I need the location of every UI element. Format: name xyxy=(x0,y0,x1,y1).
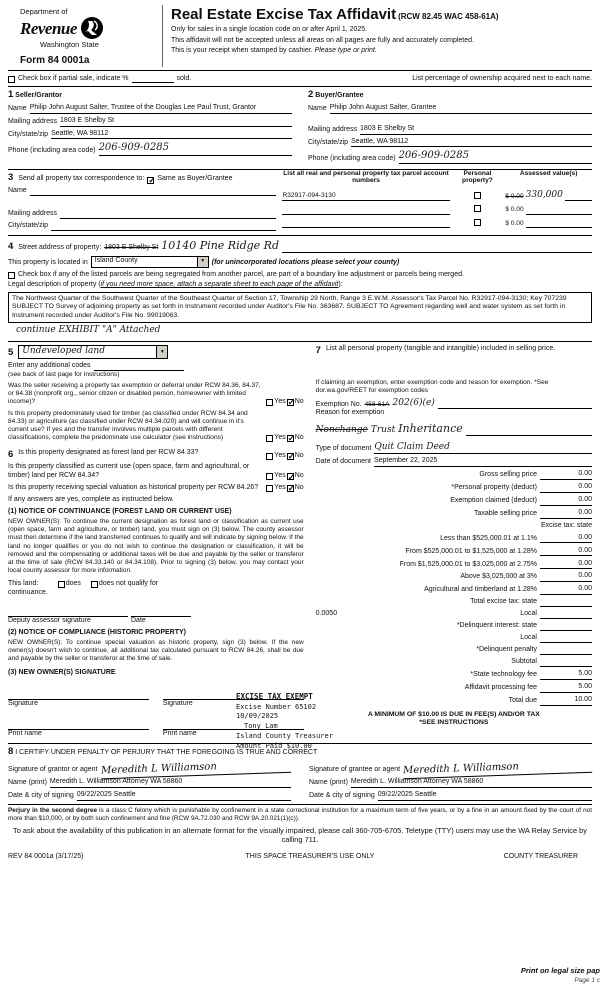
agency-logo-block xyxy=(8,5,156,67)
grantee-date-city-label: Date & city of signing xyxy=(309,791,375,799)
stamp-amount-paid: Amount Paid $10.00 xyxy=(236,741,312,750)
see-instructions-note: *SEE INSTRUCTIONS xyxy=(419,719,489,727)
stamp-exempt-line: EXCISE TAX EXEMPT xyxy=(236,692,313,701)
tax-correspondence-block xyxy=(8,170,282,231)
correspondence-label: Send all property tax correspondence to: xyxy=(18,175,145,182)
assessed-value-printed: $ 0.00 xyxy=(505,192,524,200)
delinquent-interest-local-value[interactable] xyxy=(540,635,592,643)
parcel-number-input[interactable]: R32917-094-3130 xyxy=(282,192,449,201)
grantee-print-name-label: Name (print) xyxy=(309,779,348,787)
certify-statement: I CERTIFY UNDER PENALTY OF PERJURY THAT THE FOREGOING IS TRUE AND CORRECT xyxy=(15,748,318,756)
header xyxy=(8,5,592,67)
legal-description-label-post: ): xyxy=(338,281,343,289)
agency-state-text: Washington State xyxy=(40,40,99,50)
historic-property-question: Is this property receiving special valuation as historical property per RCW 84.26? xyxy=(8,483,259,491)
seller-mailing-input[interactable]: 1803 E Shelby St xyxy=(60,117,292,127)
agency-name: Revenue xyxy=(20,18,77,38)
reason-for-exemption-label: Reason for exemption xyxy=(315,409,385,417)
header-note-3-italic: Please type or print. xyxy=(314,46,377,54)
partial-sale-label: Check box if partial sale, indicate % xyxy=(18,74,129,82)
grantee-date-city-input[interactable]: 09/22/2025 Seattle xyxy=(378,791,592,801)
chevron-down-icon[interactable]: ▼ xyxy=(197,257,208,267)
reason-input[interactable]: Inheritance xyxy=(398,422,463,436)
yes-checkbox[interactable] xyxy=(266,473,273,480)
tax-row-label: *Delinquent interest: state xyxy=(456,622,537,630)
deputy-date-input[interactable] xyxy=(131,608,191,617)
located-in-label: This property is located in xyxy=(8,258,88,266)
tier1-tax-value[interactable]: 0.00 xyxy=(540,534,592,544)
grantor-signature-input[interactable]: Meredith L Williamson xyxy=(100,758,291,778)
correspondence-mailing-label: Mailing address xyxy=(8,210,58,217)
classification-and-tax-section xyxy=(8,342,592,744)
county-select[interactable] xyxy=(91,256,209,268)
grantee-signature-input[interactable]: Meredith L Williamson xyxy=(403,758,592,778)
gross-selling-price-value[interactable]: 0.00 xyxy=(540,470,592,480)
grantee-certification xyxy=(309,759,592,801)
assessed-value-printed: $ 0.00 xyxy=(505,206,524,214)
no-label: No xyxy=(294,451,304,459)
no-label: No xyxy=(294,483,304,491)
chevron-down-icon[interactable]: ▼ xyxy=(156,346,167,358)
state-technology-fee-value[interactable]: 5.00 xyxy=(540,670,592,680)
yes-checkbox[interactable] xyxy=(266,453,273,460)
parcel-row xyxy=(282,205,592,214)
grantor-print-name-label: Name (print) xyxy=(8,779,47,787)
correspondence-and-parcels-section xyxy=(8,170,592,236)
assessed-value-input[interactable]: 330,000 xyxy=(525,189,563,200)
agricultural-tax-value[interactable]: 0.00 xyxy=(540,585,592,595)
seller-mailing-label: Mailing address xyxy=(8,117,58,125)
personal-property-intro: List all personal property (tangible and intangible) included in selling price. xyxy=(325,344,556,352)
reason-struck-value: Nonchange xyxy=(315,424,368,435)
parcel-table xyxy=(282,170,592,231)
page-number: Page 1 c xyxy=(574,977,600,985)
exemption-claimed-value[interactable]: 0.00 xyxy=(540,496,592,506)
form-number: Form 84 0001a xyxy=(20,54,90,66)
document-type-label: Type of document xyxy=(315,445,372,453)
parcel-number-input[interactable] xyxy=(282,206,449,215)
section-6-number: 6 xyxy=(8,448,14,460)
street-address-input[interactable]: 10140 Pine Ridge Rd xyxy=(161,238,279,252)
buyer-phone-label: Phone (including area code) xyxy=(308,155,396,163)
additional-codes-label: Enter any additional codes xyxy=(8,361,91,369)
segregated-label: Check box if any of the listed parcels are being segregated from another parcel, are part of a boundary line adjustment or parcels being merged. xyxy=(18,270,464,278)
section-3-number: 3 xyxy=(8,171,14,183)
section-5-number: 5 xyxy=(8,346,14,358)
street-address-label: Street address of property: xyxy=(18,243,102,251)
tax-row-label: Subtotal xyxy=(511,658,537,666)
exemption-code-printed: 458-61A xyxy=(364,401,390,409)
does-checkbox[interactable] xyxy=(58,581,65,588)
document-type-input[interactable]: Quit Claim Deed xyxy=(374,442,592,454)
notice-continuance-title: (1) NOTICE OF CONTINUANCE (FOREST LAND OR CURRENT USE) xyxy=(8,508,232,516)
does-label: does xyxy=(65,580,81,588)
exemption-no-label: Exemption No. xyxy=(315,400,362,408)
tax-row-label: Less than $525,000.01 at 1.1% xyxy=(440,534,537,542)
correspondence-mailing-input[interactable] xyxy=(60,210,276,219)
stamp-treasurer-name: Tony Lam xyxy=(244,722,278,731)
land-use-select[interactable] xyxy=(18,345,168,359)
exemption-note: If claiming an exemption, enter exemption code and reason for exemption. *See dor.wa.gov/REET for exemption codes xyxy=(315,378,549,394)
correspondence-city-input[interactable] xyxy=(51,222,276,231)
answers-yes-note: If any answers are yes, complete as instructed below. xyxy=(8,495,174,503)
buyer-name-label: Name xyxy=(308,105,327,113)
signature-label: Signature xyxy=(162,700,193,708)
yes-label: Yes xyxy=(274,483,286,491)
codes-instructions-note: (see back of last page for instructions) xyxy=(8,370,120,378)
assessed-value-input[interactable] xyxy=(526,219,592,228)
certification-section xyxy=(8,741,592,805)
footer-row xyxy=(8,853,592,862)
does-not-label: does not qualify for xyxy=(98,580,159,588)
notice-compliance-title: (2) NOTICE OF COMPLIANCE (HISTORIC PROPERTY) xyxy=(8,629,186,637)
seller-title: Seller/Grantor xyxy=(15,92,62,100)
notice-continuance-text: NEW OWNER(S): To continue the current designation as forest land or classification as current use (open space, farm and agriculture, or timber) land, you must sign on (3) below. The county assessor must then determine if the land transferred continues to qualify and will indicate by signing below. If the land no longer qualifies or you do not wish to continue the designation or classification, it will be removed and the compensating or additional taxes will be due and payable by the seller or transferor at the time of sale (RCW 84.33.140 or 84.34.108). Prior to signing (3) below, you may contact your local county assessor for more information. xyxy=(8,518,304,574)
notice-compliance-text: NEW OWNER(S): To continue special valuation as historic property, sign (3) below. If the new owner(s) doesn't wish to continue, all additional tax calculated pursuant to RCW 84.26, shall be due and payable by the seller or transferor at the time of sale. xyxy=(8,639,304,663)
excise-tax-state-heading: Excise tax: state xyxy=(541,521,592,529)
buyer-section xyxy=(300,87,592,169)
treasurer-space-label: THIS SPACE TREASURER'S USE ONLY xyxy=(245,853,375,861)
delinquent-interest-state-value[interactable] xyxy=(540,623,592,631)
buyer-city-label: City/state/zip xyxy=(308,138,349,146)
grantee-signature-label: Signature of grantee or agent xyxy=(309,766,401,774)
land-use-selected-value: Undeveloped land xyxy=(22,346,105,357)
parcel-number-input[interactable] xyxy=(282,219,449,228)
tax-row-label: Agricultural and timberland at 1.28% xyxy=(424,586,537,594)
left-column xyxy=(8,342,312,743)
print-note: Print on legal size pap Page 1 c xyxy=(520,966,600,985)
print-name-label: Print name xyxy=(8,729,42,737)
yes-checkbox[interactable] xyxy=(266,435,273,442)
deputy-date-label: Date xyxy=(131,616,146,624)
grantor-print-name-input[interactable]: Meredith L. Williamson Attorney WA 58860 xyxy=(50,778,291,788)
tax-row-label: Exemption claimed (deduct) xyxy=(450,496,537,504)
assessed-value-input[interactable] xyxy=(526,206,592,215)
tax-row-label: Local xyxy=(520,634,537,642)
new-owner-print-name-input[interactable] xyxy=(8,717,149,730)
tax-row-label: Local xyxy=(520,610,537,618)
header-note-3: This is your receipt when stamped by cashier. xyxy=(171,46,315,54)
personal-property-checkbox[interactable] xyxy=(474,205,481,212)
page-title: Real Estate Excise Tax Affidavit xyxy=(171,6,397,23)
partial-sale-label-post: sold. xyxy=(176,74,192,82)
same-as-buyer-checkbox[interactable] xyxy=(147,177,154,184)
tax-row-label: Total due xyxy=(508,696,537,704)
deputy-assessor-signature-label: Deputy assessor signature xyxy=(8,616,91,624)
this-land-label: This land: continuance. xyxy=(8,580,48,596)
title-rcw-ref: (RCW 82.45 WAC 458-61A) xyxy=(398,12,499,21)
buyer-title: Buyer/Grantee xyxy=(315,92,364,100)
tax-row-label: Taxable selling price xyxy=(473,509,537,517)
stamp-date: 10/09/2025 xyxy=(236,712,279,721)
perjury-statement: Perjury in the second degree is a class C felony which is punishable by confinement in a state correctional institution for a maximum term of five years, or by a fine in an amount fixed by the court of not more than $10,000, or by both such confinement and fine (RCW 9A.72.030 and RCW 9A.20.021(1)(c)). xyxy=(8,806,592,822)
assessed-value-col-header: Assessed value(s) xyxy=(519,169,578,177)
county-treasurer-label: COUNTY TREASURER xyxy=(503,853,578,861)
no-checkbox[interactable] xyxy=(287,453,294,460)
seller-exemption-question: Was the seller receiving a property tax exemption or deferral under RCW 84.36, 84.37, or 84.38 (nonprofit org., senior citizen or disabled person, homeowner with limited income)? xyxy=(8,381,261,406)
agency-dept-text: Department of xyxy=(20,7,68,16)
legal-description-label-italic: if you need more space, attach a separate sheet to each page of the affidavit xyxy=(100,281,339,289)
yes-label: Yes xyxy=(274,433,286,441)
total-excise-state-value[interactable] xyxy=(540,599,592,607)
tax-row-label: Total excise tax: state xyxy=(470,598,537,606)
same-as-buyer-label: Same as Buyer/Grantee xyxy=(157,175,233,182)
grantor-certification xyxy=(8,759,291,801)
legal-description-handwritten-note: continue EXHIBIT "A" Attached xyxy=(16,325,161,336)
personal-property-checkbox[interactable] xyxy=(474,219,481,226)
delinquent-penalty-value[interactable] xyxy=(540,647,592,655)
local-rate-value: 0.0050 xyxy=(315,610,338,618)
yes-checkbox[interactable] xyxy=(266,485,273,492)
parcel-row xyxy=(282,219,592,228)
buyer-mailing-input[interactable]: 1803 E Shelby St xyxy=(360,125,592,135)
personal-property-checkbox[interactable] xyxy=(474,192,481,199)
forest-land-question: Is this property designated as forest land per RCW 84.33? xyxy=(18,448,199,456)
right-column xyxy=(312,342,592,743)
new-owner-signature-input[interactable] xyxy=(8,687,149,700)
segregated-checkbox[interactable] xyxy=(8,272,15,279)
personal-property-deduct-value[interactable]: 0.00 xyxy=(540,483,592,493)
taxable-selling-price-value[interactable]: 0.00 xyxy=(540,509,592,519)
seller-phone-label: Phone (including area code) xyxy=(8,147,96,155)
parcel-row xyxy=(282,190,592,201)
partial-sale-row xyxy=(8,71,592,87)
partial-sale-percent-input[interactable] xyxy=(132,74,174,83)
tax-row-label: Affidavit processing fee xyxy=(464,683,537,691)
tax-row-label: From $525,000.01 to $1,525,000 at 1.28% xyxy=(405,547,537,555)
tax-row-label: Gross selling price xyxy=(479,470,537,478)
partial-sale-checkbox[interactable] xyxy=(8,76,15,83)
buyer-mailing-label: Mailing address xyxy=(308,125,358,133)
section-4-number: 4 xyxy=(8,240,14,252)
seller-name-input[interactable]: Philip John August Salter, Trustee of the Douglas Lee Paul Trust, Grantor xyxy=(30,104,292,114)
timber-agriculture-question: Is this property predominately used for timber (as classified under RCW 84.34 and 84.33) or agriculture (as classified under RCW 84.34.020) and will continue in it's current use? If yes and the transfer involves multiple parcels with different classifications, complete the predominate use calculator (see instructions) xyxy=(8,409,248,442)
seller-phone-input[interactable]: 206-909-0285 xyxy=(99,142,292,156)
parcel-col-header: List all real and personal property tax parcel account numbers xyxy=(283,169,449,185)
rev-form-number: REV 84 0001a (3/17/25) xyxy=(8,853,84,861)
buyer-city-input[interactable]: Seattle, WA 98112 xyxy=(351,138,592,148)
additional-codes-input[interactable] xyxy=(94,362,184,371)
section-2-number: 2 xyxy=(308,89,314,101)
tier4-tax-value[interactable]: 0.00 xyxy=(540,572,592,582)
deputy-assessor-signature-input[interactable] xyxy=(8,608,128,617)
street-address-old-value: 1803 E Shelby St xyxy=(104,243,159,251)
stamp-excise-number: Excise Number 65102 xyxy=(236,702,317,711)
seller-section xyxy=(8,87,300,169)
print-name-label: Print name xyxy=(162,729,197,737)
exemption-code-input[interactable]: 202(6)(e) xyxy=(392,398,435,409)
revenue-logo-icon xyxy=(80,16,104,40)
yes-label: Yes xyxy=(274,472,286,480)
no-label: No xyxy=(294,472,304,480)
yes-checkbox[interactable] xyxy=(266,399,273,406)
header-note-1: Only for sales in a single location code on or after April 1, 2025. xyxy=(171,26,368,34)
ownership-percentage-note: List percentage of ownership acquired next to each name. xyxy=(412,74,592,82)
stamp-treasurer-title: Island County Treasurer xyxy=(236,731,333,740)
does-not-checkbox[interactable] xyxy=(91,581,98,588)
grantor-date-city-input[interactable]: 09/22/2025 Seattle xyxy=(77,791,291,801)
tax-row-label: *Personal property (deduct) xyxy=(451,483,537,491)
tax-row-label: *State technology fee xyxy=(470,670,537,678)
legal-description-input[interactable]: The Northwest Quarter of the Southwest Quarter of the Southeast Quarter of Section 17, Township 29 North, Range 3 E.W.M. Assessor's Tax Parcel No. R32917-094-3130; Key 707239 SUBJECT TO Survey of adjoining property as set forth in Instrument recorded under Auditor's File No. 363687. SUBJECT TO Agreement regarding well and water system as set forth in Instrument recorded under Auditor's File No. 99019063. xyxy=(8,292,592,323)
treasurer-stamp xyxy=(236,692,333,751)
no-label: No xyxy=(294,397,304,405)
new-owner-signature-title: (3) NEW OWNER(S) SIGNATURE xyxy=(8,669,116,677)
yes-label: Yes xyxy=(274,397,286,405)
total-due-value[interactable]: 10.00 xyxy=(540,696,592,706)
correspondence-name-label: Name xyxy=(8,187,27,194)
seller-name-label: Name xyxy=(8,105,27,113)
yes-label: Yes xyxy=(274,451,286,459)
county-note: (for unincorporated locations please select your county) xyxy=(211,258,400,266)
correspondence-city-label: City/state/zip xyxy=(8,222,49,229)
assessed-value-printed: $ 0.00 xyxy=(505,220,524,228)
grantee-print-name-input[interactable]: Meredith L. Williamson Attorney WA 58860 xyxy=(351,778,592,788)
section-7-number: 7 xyxy=(315,344,321,356)
no-checkbox[interactable] xyxy=(287,435,294,442)
tier3-tax-value[interactable]: 0.00 xyxy=(540,560,592,570)
document-date-label: Date of document xyxy=(315,458,371,466)
tier2-tax-value[interactable]: 0.00 xyxy=(540,547,592,557)
county-selected-value: Island County xyxy=(94,257,138,265)
seller-city-label: City/state/zip xyxy=(8,130,49,138)
affidavit-processing-fee-value[interactable]: 5.00 xyxy=(540,683,592,693)
minimum-due-note: A MINIMUM OF $10.00 IS DUE IN FEE(S) AND/OR TAX xyxy=(367,710,540,718)
tax-row-label: From $1,525,000.01 to $3,025,000 at 2.75% xyxy=(399,560,537,568)
tax-row-label: Above $3,025,000 at 3% xyxy=(460,573,537,581)
buyer-name-input[interactable]: Philip John August Salter, Grantee xyxy=(330,104,592,114)
grantor-date-city-label: Date & city of signing xyxy=(8,791,74,799)
grantor-signature-label: Signature of grantor or agent xyxy=(8,766,98,774)
accessibility-note: To ask about the availability of this publication in an alternate format for the visually impaired, please call 360-705-6705. Teletype (TTY) users may use the WA Relay Service by calling 711. xyxy=(13,825,587,844)
property-location-section xyxy=(8,236,592,342)
buyer-phone-input[interactable]: 206-909-0285 xyxy=(399,150,592,164)
seller-city-input[interactable]: Seattle, WA 98112 xyxy=(51,130,292,140)
current-use-question: Is this property classified as current use (open space, farm and agricultural, or timber) land per RCW 84.34? xyxy=(8,463,250,480)
reason-mid-value: Trust xyxy=(370,424,396,435)
section-8-number: 8 xyxy=(8,745,14,757)
no-checkbox[interactable] xyxy=(287,399,294,406)
legal-description-label: Legal description of property ( xyxy=(8,281,101,289)
no-checkbox[interactable] xyxy=(287,473,294,480)
subtotal-value[interactable] xyxy=(540,659,592,667)
local-tax-value[interactable] xyxy=(540,611,592,619)
parties-section xyxy=(8,87,592,170)
header-note-2: This affidavit will not be accepted unless all areas on all pages are fully and accurately completed. xyxy=(171,36,474,44)
no-checkbox[interactable] xyxy=(287,485,294,492)
personal-property-col-header: Personal property? xyxy=(462,169,493,185)
title-block xyxy=(162,5,592,67)
correspondence-name-input[interactable] xyxy=(30,187,277,196)
section-1-number: 1 xyxy=(8,89,14,101)
signature-label: Signature xyxy=(8,700,38,708)
document-date-input[interactable]: September 22, 2025 xyxy=(374,457,592,467)
no-label: No xyxy=(294,433,304,441)
tax-row-label: *Delinquent penalty xyxy=(476,646,537,654)
